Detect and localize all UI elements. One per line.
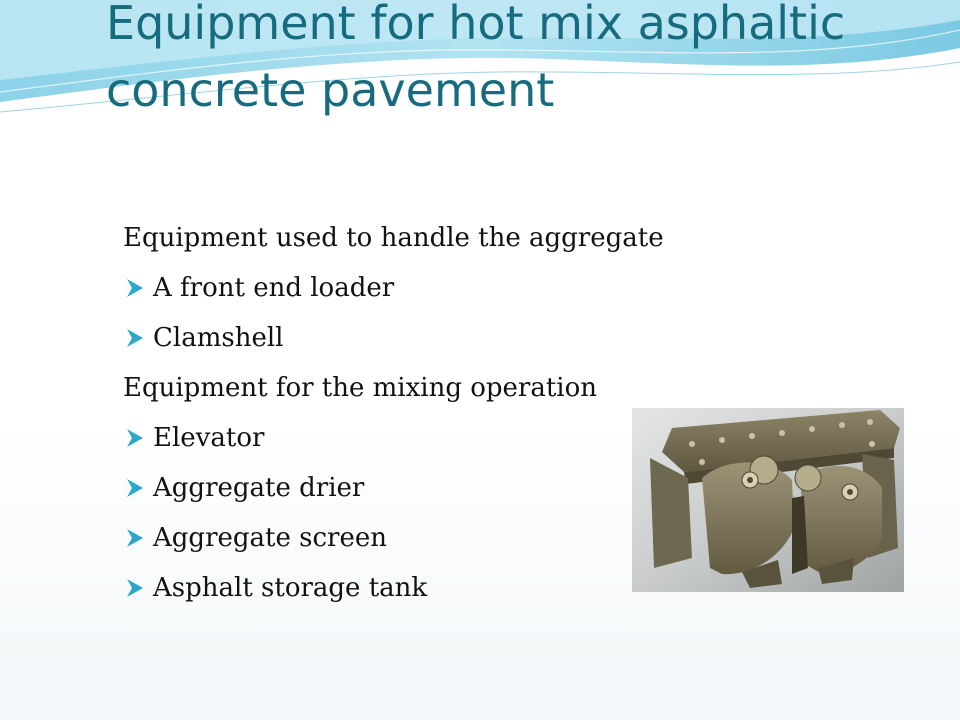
list-item-text: Aggregate drier (153, 473, 365, 503)
list-item-text: A front end loader (153, 273, 395, 303)
arrowhead-bullet-icon (126, 428, 144, 448)
clamshell-bucket-photo (632, 408, 904, 592)
bullet-list (123, 213, 664, 613)
list-item-text: Elevator (153, 423, 265, 453)
list-item-text: Equipment used to handle the aggregate (123, 223, 664, 253)
list-item (123, 413, 643, 463)
list-item-text: Equipment for the mixing operation (123, 373, 598, 403)
list-item-text: Clamshell (153, 323, 284, 353)
slide-title: Equipment for hot mix asphaltic concrete pavement (106, 0, 846, 117)
list-item (123, 513, 643, 563)
list-item (123, 463, 643, 513)
arrowhead-bullet-icon (126, 328, 144, 348)
list-item (123, 313, 643, 363)
arrowhead-bullet-icon (126, 478, 144, 498)
list-item (123, 563, 643, 613)
arrowhead-bullet-icon (126, 278, 144, 298)
arrowhead-bullet-icon (126, 578, 144, 598)
arrowhead-bullet-icon (126, 528, 144, 548)
list-item-text: Aggregate screen (153, 523, 387, 553)
list-item-text: Asphalt storage tank (153, 573, 428, 603)
list-item (123, 363, 643, 413)
list-item (123, 213, 664, 263)
list-item (123, 263, 643, 313)
